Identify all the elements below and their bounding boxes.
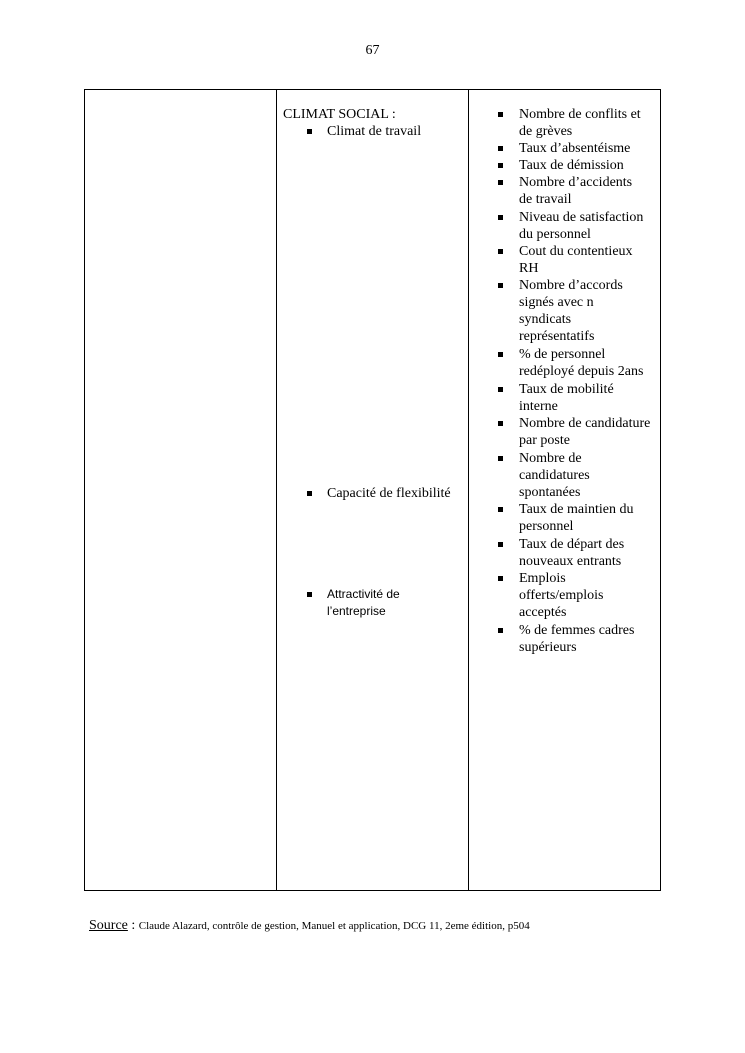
page-number: 67 — [365, 43, 380, 58]
square-bullet-icon — [307, 491, 312, 496]
list-item-text: Nombre d’accords signés avec n syndicats représentatifs — [519, 278, 623, 344]
square-bullet-icon — [498, 576, 503, 581]
square-bullet-icon — [307, 592, 312, 597]
square-bullet-icon — [498, 507, 503, 512]
square-bullet-icon — [498, 542, 503, 547]
list-item-text: Taux de démission — [519, 158, 624, 173]
list-item-text: Taux de maintien du personnel — [519, 502, 634, 534]
column-divider-1 — [276, 90, 277, 890]
column-divider-2 — [468, 90, 469, 890]
list-item-text: Cout du contentieux RH — [519, 244, 633, 276]
square-bullet-icon — [498, 421, 503, 426]
list-item-text: Nombre de conflits et de grèves — [519, 107, 641, 139]
list-item-text: Nombre de candidature par poste — [519, 416, 651, 448]
list-item-text: Nombre d’accidents de travail — [519, 175, 633, 207]
square-bullet-icon — [498, 180, 503, 185]
square-bullet-icon — [307, 129, 312, 134]
middle-item-label: Capacité de flexibilité — [327, 486, 451, 501]
source-text: Claude Alazard, contrôle de gestion, Manuel et application, DCG 11, 2eme édition, p504 — [138, 920, 530, 932]
square-bullet-icon — [498, 628, 503, 633]
list-item-text: % de personnel redéployé depuis 2ans — [519, 347, 644, 379]
square-bullet-icon — [498, 215, 503, 220]
section-heading: CLIMAT SOCIAL : — [283, 107, 396, 122]
square-bullet-icon — [498, 146, 503, 151]
source-label: Source — [89, 918, 128, 933]
source-citation — [89, 918, 530, 934]
square-bullet-icon — [498, 112, 503, 117]
list-item-text: Emplois offerts/emplois acceptés — [519, 571, 604, 620]
list-item-text: Niveau de satisfaction du personnel — [519, 210, 644, 242]
list-item-text: Taux de départ des nouveaux entrants — [519, 537, 625, 569]
source-separator: : — [127, 918, 139, 933]
square-bullet-icon — [498, 249, 503, 254]
list-item-text: Taux de mobilité interne — [519, 382, 614, 414]
list-item-text: Taux d’absentéisme — [519, 141, 631, 156]
middle-item-label: Climat de travail — [327, 124, 422, 139]
square-bullet-icon — [498, 387, 503, 392]
square-bullet-icon — [498, 283, 503, 288]
square-bullet-icon — [498, 163, 503, 168]
square-bullet-icon — [498, 456, 503, 461]
middle-item-label: Attractivité de l’entreprise — [327, 587, 400, 618]
list-item-text: % de femmes cadres supérieurs — [519, 623, 635, 655]
list-item-text: Nombre de candidatures spontanées — [519, 451, 590, 500]
square-bullet-icon — [498, 352, 503, 357]
